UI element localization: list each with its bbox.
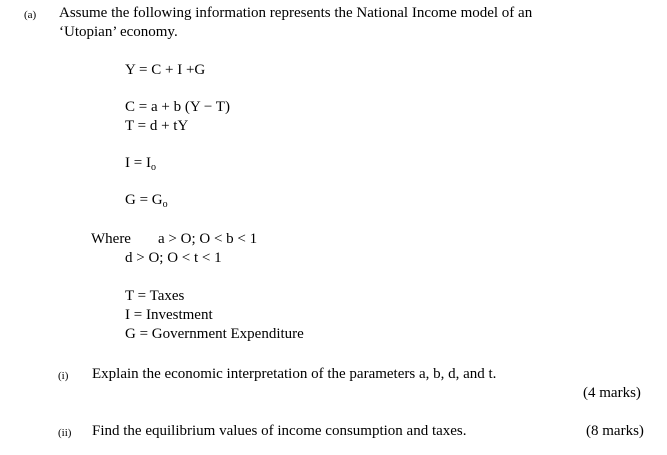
part-i-marks: (4 marks): [583, 385, 641, 401]
equation-government: [125, 191, 168, 214]
equation-income: Y = C + I +G: [125, 62, 206, 78]
equation-government-subscript: o: [162, 199, 168, 210]
equation-investment-lhs: I = I: [125, 155, 151, 171]
conditions-where-label: Where: [91, 231, 131, 247]
equation-government-lhs: G = G: [125, 192, 163, 208]
question-label: (a): [24, 9, 37, 21]
part-ii-label: (ii): [58, 427, 72, 439]
part-ii-marks: (8 marks): [586, 423, 644, 439]
definition-government: G = Government Expenditure: [125, 326, 304, 342]
part-i-text: Explain the economic interpretation of the parameters a, b, d, and t.: [92, 366, 497, 382]
equation-consumption: C = a + b (Y − T): [125, 99, 230, 115]
equation-investment: [125, 154, 156, 177]
equation-investment-subscript: o: [150, 162, 156, 173]
part-i-label: (i): [58, 370, 69, 382]
conditions-line-2: d > O; O < t < 1: [125, 250, 222, 266]
definition-taxes: T = Taxes: [125, 288, 185, 304]
part-ii-text: Find the equilibrium values of income consumption and taxes.: [92, 423, 467, 439]
definition-investment: I = Investment: [125, 307, 213, 323]
conditions-line-1: a > O; O < b < 1: [158, 231, 258, 247]
equation-taxes: T = d + tY: [125, 118, 189, 134]
question-intro-line-1: Assume the following information represents the National Income model of an: [59, 5, 533, 21]
question-intro-line-2: ‘Utopian’ economy.: [59, 24, 178, 40]
